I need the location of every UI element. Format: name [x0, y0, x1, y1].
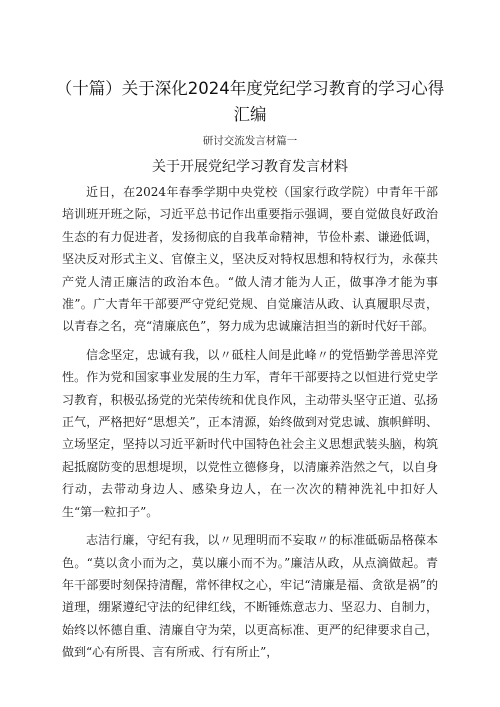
body-paragraph: 信念坚定，忠诚有我，以〃砥柱人间是此峰〃的党悟勤学善思淬党性。作为党和国家事业发展的生力军，青年干部要持之以恒进行党史学习教育，积极弘扬党的光荣传统和优良作风，主动带头坚守正道、弘扬正气，严格把好“思想关”，正本清源，始终做到对党忠诚、旗帜鲜明、立场坚定，坚持以习近平新时代中国特色社会主义思想武装头脑，构筑起抵腐防变的思想堤坝，以党性立德修身，以清廉养浩然之气，以自身行动，去带动身边人、感染身边人，在一次次的精神洗礼中扣好人生“第一粒扣子”。: [62, 347, 438, 519]
body-paragraph: 近日，在2024年春季学期中央党校（国家行政学院）中青年干部培训班开班之际，习近平总书记作出重要指示强调，要自觉做良好政治生态的有力促进者，发扬彻底的自我革命精神，节俭朴素、谦逊低调，坚决反对形式主义、官僚主义，坚决反对特权思想和特权行为，永葆共产党人清正廉洁的政治本色。“做人清才能为人正，做事净才能为事准”。广大青年干部要严守党纪党规、自觉廉洁从政、认真履职尽责，以青春之名，亮“清廉底色”，努力成为忠诚廉洁担当的新时代好干部。: [62, 185, 438, 334]
document-title-line-2: 汇编: [233, 105, 267, 124]
document-title-line-1: （十篇）关于深化2024年度党纪学习教育的学习心得: [55, 79, 445, 98]
body-paragraph: 志洁行廉，守纪有我，以〃见理明而不妄取〃的标准砥砺品格葆本色。“莫以贪小而为之，莫以廉小而不为。”廉洁从政，从点滴做起。青年干部要时刻保持清醒，常怀律权之心，牢记“清廉是福、贪欲是祸”的道理，绷紧遵纪守法的纪律红线，不断锤炼意志力、坚忍力、自制力，始终以怀德自重、清廉自守为荣，以更高标准、更严的纪律要求自己，做到“心有所畏、言有所戒、行有所止”，: [62, 533, 438, 660]
section-label: 研讨交流发言材篇一: [202, 135, 298, 147]
article-title: 关于开展党纪学习教育发言材料: [152, 159, 348, 175]
article-body: [62, 181, 438, 670]
document-title: [40, 76, 460, 128]
